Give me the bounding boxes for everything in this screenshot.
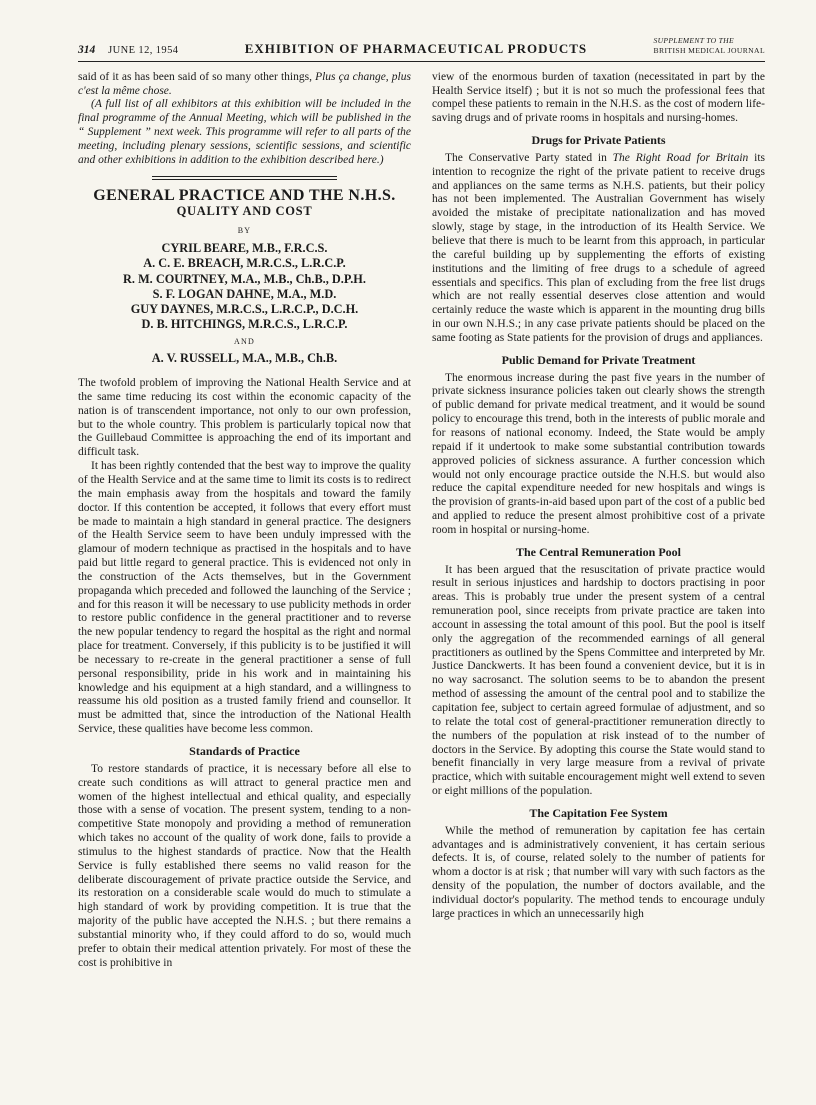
paragraph: It has been rightly contended that the best way to improve the quality of the Health Service and at the same time to limit its costs is to redirect the main emphasis away from the hospitals and toward the family doctor. If this contention be accepted, it follows that every effort must be made to maintain a high standard in general practice. The designers of the Health Service seem to have been unduly impressed with the glamour of modern technique as practised in the hospitals and to have paid but little regard to general practice. This is evidenced not only in the construction of the Acts themselves, but in the Government propaganda which preceded and followed the launching of the Service ; and for this reason it will be necessary to use publicity methods in order to restore public confidence in the general practitioner and to reverse the new popular tendency to regard the hospital as the right and normal place for treatment. Conversely, if this publicity is to be justified it will be necessary to re-create in the general practitioner a sense of full personal responsibility, pride in his work and in maintaining his knowledge and his equipment at a high standard, and a willingness to reassume his old position as a trusted family friend and counsellor. It must be admitted that, since the introduction of the National Health Service, these qualities have become less common. (78, 460, 411, 736)
paragraph: The twofold problem of improving the National Health Service and at the same time reducing its cost within the economic capacity of the nation is of transcendent importance, not only to our own profession, but to the whole country. This problem is particularly topical now that the Guillebaud Committee is approaching the end of its important and difficult task. (78, 377, 411, 459)
paragraph: To restore standards of practice, it is necessary before all else to create such conditions as will attract to general practice men and women of the highest intellectual and ethical quality, and especially those with a sense of vocation. The present system, tending to a non-competitive State monopoly and providing a method of remuneration which takes no account of the quality of work done, fails to provide a stimulus to the highest standards of practice. Now that the Health Service is fully established there seems no valid reason for the deliberate discouragement of private practice outside the Service, and its restoration on a considerable scale would do much to stimulate a high standard of work by providing competition. It is true that the majority of the public have accepted the N.H.S. ; but there remains a substantial minority who, if they could afford to do so, would much prefer to obtain their medical attention privately. For most of these the cost is prohibitive in (78, 762, 411, 969)
supplement-line-2: BRITISH MEDICAL JOURNAL (653, 45, 765, 55)
article-subtitle: QUALITY AND COST (176, 204, 313, 219)
article-body (78, 71, 765, 971)
paragraph: It has been argued that the resuscitation of private practice would result in serious injustices and hardship to doctors practising in poor areas. This is probably true under the present system of a central remuneration pool, since receipts from private practice are taken into account in assessing the total amount of this pool. But the pool is itself only the aggregation of the recommended earnings of all general practitioners as outlined by the Spens Committee and interpreted by Mr. Justice Danckwerts. It has been found a convenient device, but it is in no way sacrosanct. The solution seems to be to abandon the present method of assessing the amount of the central pool and to stabilize the capitation fee, subject to certain agreed formulae of adjustment, and so to relate the total cost of general-practitioner remuneration directly to the numbers of the population at risk instead of to the number of doctors in the Service. By adopting this course the State would stand to benefit financially in very large measure from a revival of private practice, which with suitable encouragement might well extend to seven or eight millions of the population. (432, 563, 765, 798)
section-heading-capitation: The Capitation Fee System (529, 805, 668, 820)
right-column (432, 71, 765, 971)
byline-label: BY (237, 226, 252, 236)
paragraph: The Conservative Party stated in The Right Road for Britain its intention to recognize the right of the private patient to receive drugs and appliances on the same terms as N.H.S. patients, but their policy has not been implemented. The Australian Government has wisely avoided the mistake of precipitate nationalization and has moved slowly, stage by stage, in the introduction of its Health Service. We believe that there is much to be learnt from this approach, in particular the careful building up by supplementing the efforts of existing institutions and the limiting of free drugs to a schedule of agreed essentials and specifics. This plan of excluding from the free list drugs which are not really essential deserves close attention and would certainly reduce the waste which is apparent in the mounting drug bills in our own N.H.S.; in any case private patients should be placed on the same footing as State patients for the provision of drugs and appliances. (432, 151, 765, 344)
section-divider (152, 176, 337, 180)
header-left (78, 44, 178, 56)
paragraph: While the method of remuneration by capitation fee has certain advantages and is administratively convenient, it has certain serious defects. It is, of course, related solely to the number of patients for whom a doctor is at risk ; that number will vary with such factors as the density of the population, the number of doctors available, and the individual doctor's popularity. The method tends to encourage unduly large practices in which an unnecessarily high (432, 824, 765, 920)
author-name: A. V. RUSSELL, M.A., M.B., Ch.B. (151, 351, 338, 366)
issue-date: JUNE 12, 1954 (108, 44, 179, 56)
author-name: GUY DAYNES, M.R.C.S., L.R.C.P., D.C.H. (130, 301, 359, 316)
left-column (78, 71, 411, 971)
author-name: S. F. LOGAN DAHNE, M.A., M.D. (152, 286, 337, 301)
article-title: GENERAL PRACTICE AND THE N.H.S. (93, 186, 396, 204)
lead-paragraph: said of it as has been said of so many other things, Plus ça change, plus c'est la même chose. (78, 70, 411, 97)
page-header (78, 36, 765, 62)
author-list (78, 241, 411, 332)
section-heading-central-pool: The Central Remuneration Pool (516, 544, 681, 559)
continuation-paragraph: view of the enormous burden of taxation (necessitated in part by the Health Service itself) ; but it is not so much the professional fees that compel these patients to remain in the N.H.S. as the cost of modern life-saving drugs and of private rooms in hospitals and nursing-homes. (432, 70, 765, 125)
paragraph: The enormous increase during the past five years in the number of private sickness insurance policies taken out clearly shows the strength of public demand for private medical treatment, and it would be sound policy to encourage this trend, both in the interests of public morale and for reasons of national economy. Indeed, the State would be amply repaid if it undertook to make some substantial contribution towards approved policies of sickness assurance. A further concession which would not only encourage practice outside the N.H.S. but would also reduce the capital expenditure needed for new hospitals and wings is the provision of grants-in-aid based upon part of the cost of a public bed and applied to reduce the present almost prohibitive cost of a private room in hospital or nursing-home. (432, 371, 765, 536)
and-label: AND (234, 337, 255, 347)
author-name: D. B. HITCHINGS, M.R.C.S., L.R.C.P. (141, 317, 348, 332)
section-heading-public-demand: Public Demand for Private Treatment (501, 352, 696, 367)
page-number: 314 (78, 43, 96, 56)
editorial-note: (A full list of all exhibitors at this exhibition will be included in the final programme of the Annual Meeting, which will be published in the “ Supplement ” next week. This programme will refer to all parts of the meeting, including plenary sessions, scientific sessions, and scientific and other exhibitions in addition to the exhibition described here.) (78, 98, 411, 166)
supplement-label (654, 36, 765, 56)
supplement-line-1: SUPPLEMENT TO THE (653, 36, 734, 45)
author-name: R. M. COURTNEY, M.A., M.B., Ch.B., D.P.H. (123, 271, 366, 286)
author-name: A. C. E. BREACH, M.R.C.S., L.R.C.P. (143, 256, 346, 271)
author-name: CYRIL BEARE, M.B., F.R.C.S. (161, 241, 328, 256)
section-heading-drugs: Drugs for Private Patients (531, 133, 666, 148)
running-title: EXHIBITION OF PHARMACEUTICAL PRODUCTS (244, 40, 588, 56)
section-heading-standards: Standards of Practice (189, 744, 300, 758)
